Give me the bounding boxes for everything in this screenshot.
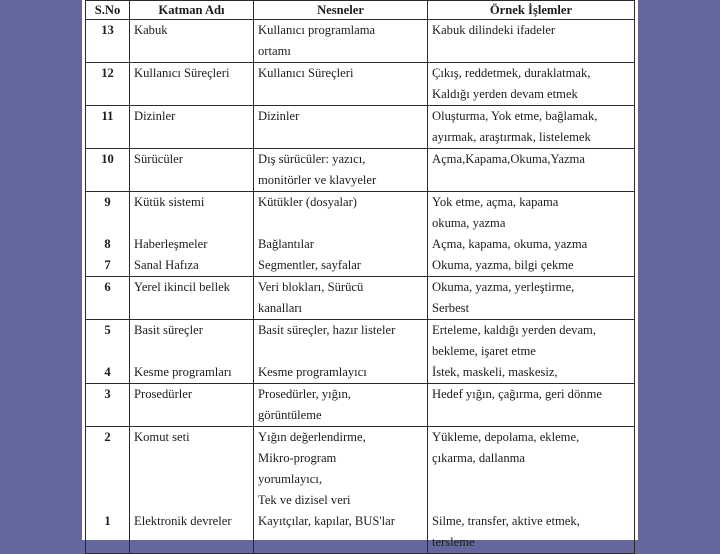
layer-name: Kullanıcı Süreçleri (130, 63, 254, 106)
objects-line: Basit süreçler, hazır listeler (258, 323, 396, 337)
layer-name: Kabuk (130, 20, 254, 63)
spacer-line (258, 341, 423, 362)
header-objects: Nesneler (254, 1, 428, 20)
header-ops: Örnek İşlemler (428, 1, 635, 20)
ops-cell (428, 277, 635, 320)
objects-line: Yığın değerlendirme, (258, 430, 366, 444)
objects-line: Tek ve dizisel veri (258, 493, 351, 507)
row-number: 3 (86, 384, 130, 427)
row-number-line: 7 (104, 258, 111, 272)
spacer-line (432, 490, 630, 511)
ops-cell (428, 427, 635, 554)
table-row (86, 427, 635, 554)
objects-cell (254, 192, 428, 277)
objects-line: Bağlantılar (258, 237, 314, 251)
objects-line: Kütükler (dosyalar) (258, 195, 357, 209)
table-row (86, 277, 635, 320)
ops-cell (428, 149, 635, 192)
objects-cell (254, 320, 428, 384)
layer-line: Komut seti (134, 430, 190, 444)
table-row (86, 192, 635, 277)
ops-cell (428, 384, 635, 427)
ops-line: tersleme (432, 535, 475, 549)
spacer-line (86, 448, 129, 469)
objects-cell (254, 384, 428, 427)
row-number-line: 8 (104, 237, 111, 251)
ops-line: Kaldığı yerden devam etmek (432, 87, 578, 101)
ops-line: Çıkış, reddetmek, duraklatmak, (432, 66, 591, 80)
objects-cell (254, 63, 428, 106)
objects-line: kanalları (258, 301, 303, 315)
layer-name: Yerel ikincil bellek (130, 277, 254, 320)
objects-line: Dizinler (258, 109, 300, 123)
objects-line: Kullanıcı Süreçleri (258, 66, 354, 80)
row-number (86, 427, 130, 554)
ops-line: Okuma, yazma, bilgi çekme (432, 258, 574, 272)
objects-line: monitörler ve klavyeler (258, 173, 377, 187)
objects-line: Kullanıcı programlama (258, 23, 376, 37)
objects-cell (254, 20, 428, 63)
layer-name (130, 320, 254, 384)
row-number: 10 (86, 149, 130, 192)
row-number-line: 9 (104, 195, 111, 209)
ops-line: İstek, maskeli, maskesiz, (432, 365, 558, 379)
ops-line: bekleme, işaret etme (432, 344, 536, 358)
row-number: 12 (86, 63, 130, 106)
layer-name (130, 192, 254, 277)
layer-line: Kütük sistemi (134, 195, 205, 209)
objects-cell (254, 106, 428, 149)
spacer-line (258, 213, 423, 234)
spacer-line (134, 490, 249, 511)
objects-cell (254, 277, 428, 320)
row-number (86, 320, 130, 384)
document-page (82, 0, 638, 549)
header-layer: Katman Adı (130, 1, 254, 20)
ops-line: çıkarma, dallanma (432, 451, 526, 465)
ops-line: okuma, yazma (432, 216, 506, 230)
ops-line (432, 41, 630, 62)
ops-cell (428, 63, 635, 106)
row-number: 13 (86, 20, 130, 63)
table-row (86, 149, 635, 192)
spacer-line (134, 213, 249, 234)
table-row (86, 20, 635, 63)
ops-line: Okuma, yazma, yerleştirme, (432, 280, 575, 294)
layer-name: Prosedürler (130, 384, 254, 427)
objects-line: Kesme programlayıcı (258, 365, 367, 379)
spacer-line (134, 469, 249, 490)
ops-line: Serbest (432, 301, 470, 315)
row-number-line: 5 (104, 323, 111, 337)
table-row (86, 106, 635, 149)
spacer-line (86, 213, 129, 234)
objects-cell (254, 149, 428, 192)
objects-line: Prosedürler, yığın, (258, 387, 351, 401)
ops-line: Yükleme, depolama, ekleme, (432, 430, 580, 444)
spacer-line (134, 448, 249, 469)
spacer-line (134, 341, 249, 362)
row-number-line: 4 (104, 365, 111, 379)
ops-cell (428, 106, 635, 149)
ops-cell (428, 320, 635, 384)
spacer-line (86, 490, 129, 511)
table-row (86, 320, 635, 384)
layer-line: Kesme programları (134, 365, 232, 379)
ops-line: Silme, transfer, aktive etmek, (432, 514, 580, 528)
row-number (86, 192, 130, 277)
objects-line: yorumlayıcı, (258, 472, 323, 486)
layer-line: Haberleşmeler (134, 237, 208, 251)
row-number-line: 1 (104, 514, 111, 528)
objects-cell (254, 427, 428, 554)
ops-line: ayırmak, araştırmak, listelemek (432, 130, 591, 144)
layer-line: Sanal Hafıza (134, 258, 199, 272)
header-row (86, 1, 635, 20)
spacer-line (86, 341, 129, 362)
ops-cell (428, 20, 635, 63)
row-number: 6 (86, 277, 130, 320)
layer-name: Sürücüler (130, 149, 254, 192)
ops-cell (428, 192, 635, 277)
layer-line: Basit süreçler (134, 323, 203, 337)
ops-line: Açma,Kapama,Okuma,Yazma (432, 152, 585, 166)
objects-line: Dış sürücüler: yazıcı, (258, 152, 366, 166)
ops-line: Hedef yığın, çağırma, geri dönme (432, 387, 602, 401)
objects-line: görüntüleme (258, 408, 322, 422)
ops-line: Erteleme, kaldığı yerden devam, (432, 323, 597, 337)
os-layers-table (85, 0, 635, 554)
table-row (86, 384, 635, 427)
objects-line: Kayıtçılar, kapılar, BUS'lar (258, 514, 395, 528)
ops-line: Yok etme, açma, kapama (432, 195, 559, 209)
table-row (86, 63, 635, 106)
spacer-line (432, 469, 630, 490)
objects-line: Segmentler, sayfalar (258, 258, 362, 272)
ops-line: Açma, kapama, okuma, yazma (432, 237, 588, 251)
row-number-line: 2 (104, 430, 111, 444)
objects-line: ortamı (258, 44, 291, 58)
ops-line: Oluşturma, Yok etme, bağlamak, (432, 109, 598, 123)
layer-name: Dizinler (130, 106, 254, 149)
row-number: 11 (86, 106, 130, 149)
header-no: S.No (86, 1, 130, 20)
layer-line: Elektronik devreler (134, 514, 232, 528)
objects-line: Mikro-program (258, 451, 337, 465)
spacer-line (86, 469, 129, 490)
objects-line: Veri blokları, Sürücü (258, 280, 364, 294)
layer-name (130, 427, 254, 554)
ops-line: Kabuk dilindeki ifadeler (432, 23, 556, 37)
